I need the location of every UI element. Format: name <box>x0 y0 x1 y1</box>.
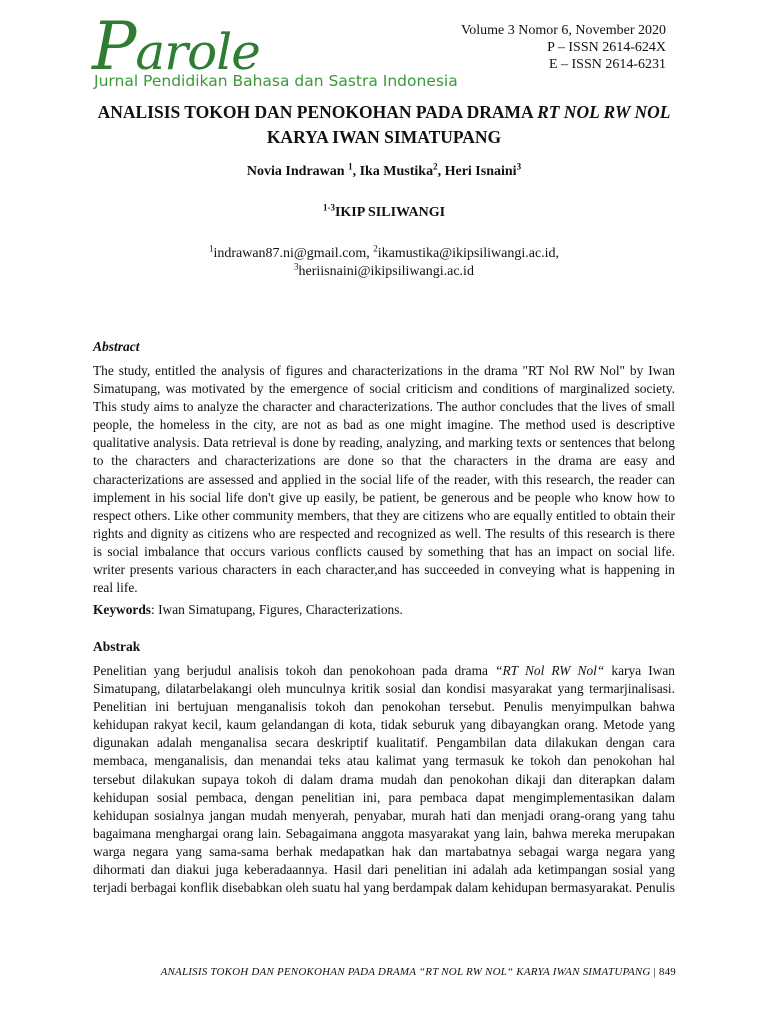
author-name: , Heri Isnaini <box>437 164 517 179</box>
email-address: ikamustika@ikipsiliwangi.ac.id, <box>377 246 560 261</box>
email-line-2 <box>0 263 768 281</box>
page-number: 849 <box>658 966 676 978</box>
journal-logo-wordmark: Parole <box>92 8 260 85</box>
page-footer <box>0 966 676 978</box>
running-title: ANALISIS TOKOH DAN PENOKOHAN PADA DRAMA “RT NOL RW NOL“ KARYA IWAN SIMATUPANG <box>160 966 651 978</box>
journal-logo <box>92 8 458 94</box>
abstrak-heading: Abstrak <box>93 639 141 654</box>
article-title <box>80 100 688 150</box>
author-name: , Ika Mustika <box>352 164 434 179</box>
author-emails <box>0 245 768 281</box>
keywords-label: Keywords <box>93 602 152 617</box>
email-sup: 3 <box>294 261 299 272</box>
title-part-1: ANALISIS TOKOH DAN PENOKOHAN PADA DRAMA <box>97 102 538 122</box>
author-name: Novia Indrawan <box>246 164 349 179</box>
email-line-1 <box>0 245 768 263</box>
author-sup: 2 <box>433 161 438 172</box>
p-issn: P – ISSN 2614-624X <box>547 40 666 55</box>
affiliation-name: IKIP SILIWANGI <box>334 205 446 220</box>
email-address: indrawan87.ni@gmail.com, <box>213 246 374 261</box>
abstract-heading: Abstract <box>93 339 140 354</box>
affiliation-sup: 1-3 <box>322 202 335 213</box>
abstrak-text-start: Penelitian yang berjudul analisis tokoh dan penokohoan pada drama <box>93 663 496 678</box>
author-sup: 3 <box>516 161 522 172</box>
keywords <box>93 601 675 619</box>
keywords-list: : Iwan Simatupang, Figures, Characterizations. <box>151 602 403 617</box>
e-issn: E – ISSN 2614-6231 <box>548 57 666 72</box>
abstract-body: The study, entitled the analysis of figures and characterizations in the drama "RT Nol RW Nol" by Iwan Simatupang, was motivated by the emergence of social criticism and conditions of marginalized society. This study aims to analyze the character and characterizations. The author concludes that the lives of small people, the homeless in the city, are not as bad as one might imagine. The method used is descriptive qualitative analysis. Data retrieval is done by reading, analyzing, and marking texts or sentences that belong to the characters and characterizations are done so that the characters in the drama are easy and characterizations are assessed and applied in the social life of the reader, with this research, the reader can implement in his social life don't give up easily, be patient, be generous and be people who know how to respect others. Like other community members, that they are citizens who are equally entitled to obtain their rights and dignity as citizens who are respected and recognized as well. The results of this research is there is social imbalance that occurs various conflicts caused by something that has an impact on social life. writer presents various characters in each character,and has succeeded in conveying what is happening in real life. <box>93 363 675 596</box>
title-drama-name: RT NOL RW NOL <box>537 102 671 122</box>
journal-subtitle: Jurnal Pendidikan Bahasa dan Sastra Indonesia <box>94 72 458 90</box>
author-sup: 1 <box>348 161 353 172</box>
email-address: heriisnaini@ikipsiliwangi.ac.id <box>298 264 474 279</box>
page-separator: | <box>650 966 659 978</box>
abstrak-drama-name: “RT Nol RW Nol“ <box>495 663 605 678</box>
author-list <box>0 161 768 180</box>
email-sup: 2 <box>373 243 378 254</box>
volume-line: Volume 3 Nomor 6, November 2020 <box>460 23 666 38</box>
email-sup: 1 <box>208 243 214 254</box>
abstrak-body <box>93 662 675 897</box>
affiliation <box>0 202 768 221</box>
title-part-2: KARYA IWAN SIMATUPANG <box>266 127 502 147</box>
journal-issue-info <box>461 22 666 73</box>
abstrak-text-rest: karya Iwan Simatupang, dilatarbelakangi oleh munculnya kritik sosial dan kondisi masyarakat yang termarjinalisasi. Penelitian ini bertujuan menganalisis tokoh dan penokohan tersebut. Penulis menyimpulkan bahwa kehidupan rakyat kecil, kaum gelandangan di kota, tidak seburuk yang dibayangkan orang. Metode yang digunakan adalah menganalisa secara deskriptif kualitatif. Pengambilan data dilakukan dengan cara membaca, menganalisis, dan menandai teks atau kalimat yang termasuk ke tokoh dan penokohan hal tersebut dilakukan supaya tokoh di dalam drama mudah dan penokohan dikaji dan diterapkan dalam kehidupan sosial pembaca, dengan penelitian ini, para pembaca dapat mengimplementasikan dalam kehidupan sosialnya jangan mudah menyerah, penyabar, murah hati dan menjadi orang-orang yang tahu bagaimana menghargai orang lain. Sebagaimana anggota masyarakat yang lain, bahwa mereka merupakan warga negara yang sama-sama berhak medapatkan hak dan martabatnya sebagai warga negara yang dihormati dan diakui juga keberadaannya. Hasil dari penelitian ini adalah ada ketimpangan sosial yang terjadi berbagai konflik disebabkan oleh suatu hal yang berdampak dalam kehidupan bermasyarakat. Penulis <box>93 663 675 896</box>
